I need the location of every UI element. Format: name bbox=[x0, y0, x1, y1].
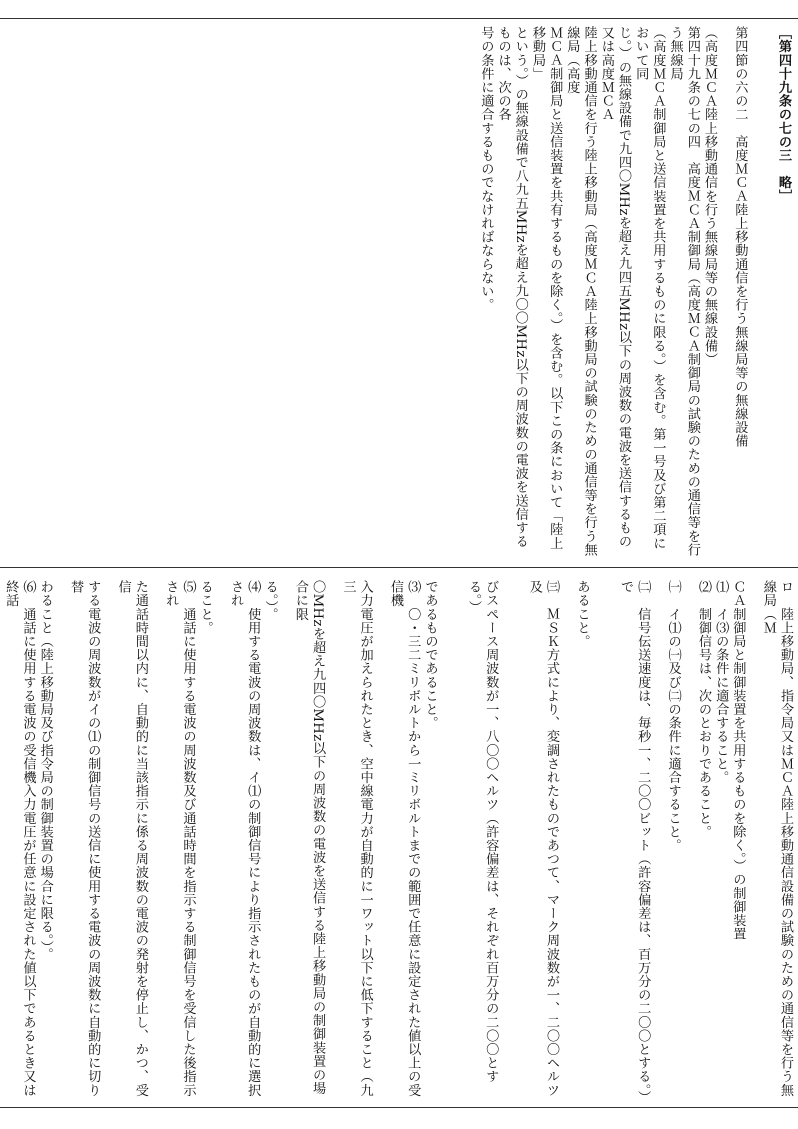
lower-line-i5-3: する電波の周波数がイの⑴の制御信号の送信に使用する電波の周波数に自動的に切り替 bbox=[68, 580, 101, 1097]
lower-line-i5-2: た通話時間以内に、自動的に当該指示に係る周波数の電波の発射を停止し、かつ、受信 bbox=[115, 580, 148, 1097]
lower-line-i3-3: 〇MHzを超え九四〇MHz以下の周波数の電波を送信する陸上移動局の制御装置の場合に限 bbox=[292, 580, 326, 1096]
lower-vertical-text bbox=[0, 580, 794, 1100]
top-rule bbox=[0, 18, 798, 19]
lower-line-i5-4: わること（陸上移動局及び指令局の制御装置の場合に限る。）。 bbox=[37, 580, 53, 962]
lower-line-i2-c2: びスペース周波数が一、八〇〇ヘルツ（許容偏差は、それぞれ百万分の二〇〇とする。） bbox=[466, 580, 499, 1084]
lower-line-i2-c1: ㈢ ＭＳＫ方式により、変調されたものであつて、マーク周波数が一、二〇〇ヘルツ及 bbox=[526, 580, 560, 1097]
lower-line-i2-1: ⑵ 制御信号は、次のとおりであること。 bbox=[696, 580, 711, 839]
lower-line-i4-1: ⑷ 使用する電波の周波数は、イ⑴の制御信号により指示されたものが自動的に選択され bbox=[228, 580, 261, 1097]
upper-line-sec46-2-2: （高度ＭＣＡ陸上移動通信を行う無線局等の無線設備） bbox=[702, 26, 718, 366]
middle-rule bbox=[0, 567, 798, 568]
lower-line-i3-1: ⑶ 〇・三二ミリボルトから一ミリボルトまでの範囲で任意に設定された値以上の受信機 bbox=[388, 580, 421, 1097]
lower-line-i1-1: ⑴ イ⑶の条件に適合すること。 bbox=[713, 580, 729, 784]
upper-line-art4974-7: 号の条件に適合するものでなければならない。 bbox=[478, 26, 494, 312]
lower-line-i2-a: ㈠ イ⑴の㈠及び㈡の条件に適合すること。 bbox=[665, 580, 681, 852]
upper-line-art4973-head: ［第四十九条の七の三 略］ bbox=[776, 26, 791, 203]
lower-text-panel bbox=[3, 580, 794, 1100]
lower-line-i3-4: る。）。 bbox=[262, 580, 278, 622]
upper-line-art4974-5: ＭＣＡ制御局と送信装置を共有するものを除く。）を含む。以下この条において「陸上移動局」 bbox=[529, 26, 563, 550]
upper-text-panel bbox=[10, 26, 792, 561]
upper-line-art4974-1: 第四十九条の七の四 高度ＭＣＡ制御局（高度ＭＣＡ制御局の試験のための通信等を行う無線局 bbox=[667, 26, 700, 557]
bottom-rule bbox=[0, 1107, 798, 1108]
upper-line-art4974-4: 陸上移動通信を行う陸上移動局（高度ＭＣＡ陸上移動局の試験のための通信等を行う無線局（高度 bbox=[564, 26, 597, 557]
lower-line-ro-1: ロ 陸上移動局、指令局又はＭＣＡ陸上移動通信設備の試験のための通信等を行う無線局（Ｍ bbox=[760, 580, 793, 1097]
lower-line-i2-b1: ㈡ 信号伝送速度は、毎秒一、二〇〇ビット（許容偏差は、百万分の二〇〇とする。）で bbox=[618, 580, 651, 1098]
lower-line-i2-b2: あること。 bbox=[574, 580, 590, 648]
upper-vertical-text bbox=[477, 26, 792, 561]
lower-line-i6-2 bbox=[0, 580, 2, 1100]
lower-line-i5-1: ⑸ 通話に使用する電波の周波数及び通話時間を指示する制御信号を受信した後指示され bbox=[163, 580, 196, 1097]
lower-line-i4-2: ること。 bbox=[197, 580, 213, 635]
lower-line-ro-2: ＣＡ制御局と制御装置を共用するものを除く。）の制御装置 bbox=[730, 580, 746, 941]
upper-line-art4974-2: （高度ＭＣＡ制御局と送信装置を共用するものに限る。）を含む。第一号及び第二項において同 bbox=[633, 26, 666, 550]
lower-line-i3-2: 入力電圧が加えられたとき、空中線電力が自動的に一ワット以下に低下すること（九三 bbox=[340, 580, 373, 1097]
lower-line-i6-1: ⑹ 通話に使用する電波の受信機入力電圧が任意に設定された値以下であるとき又は終話 bbox=[3, 580, 36, 1097]
lower-line-i2-c3: であるものであること。 bbox=[422, 580, 438, 730]
upper-line-sec46-2-1: 第四節の六の二 高度ＭＣＡ陸上移動通信を行う無線局等の無線設備 bbox=[732, 26, 748, 448]
upper-line-art4974-3: じ。）の無線設備で九四〇MHzを超え九四五MHz以下の周波数の電波を送信するもの又は高度ＭＣＡ bbox=[598, 26, 631, 549]
upper-line-art4974-6: という。）の無線設備で八九五MHzを超え九〇〇MHz以下の周波数の電波を送信するものは、次の各 bbox=[495, 26, 528, 549]
